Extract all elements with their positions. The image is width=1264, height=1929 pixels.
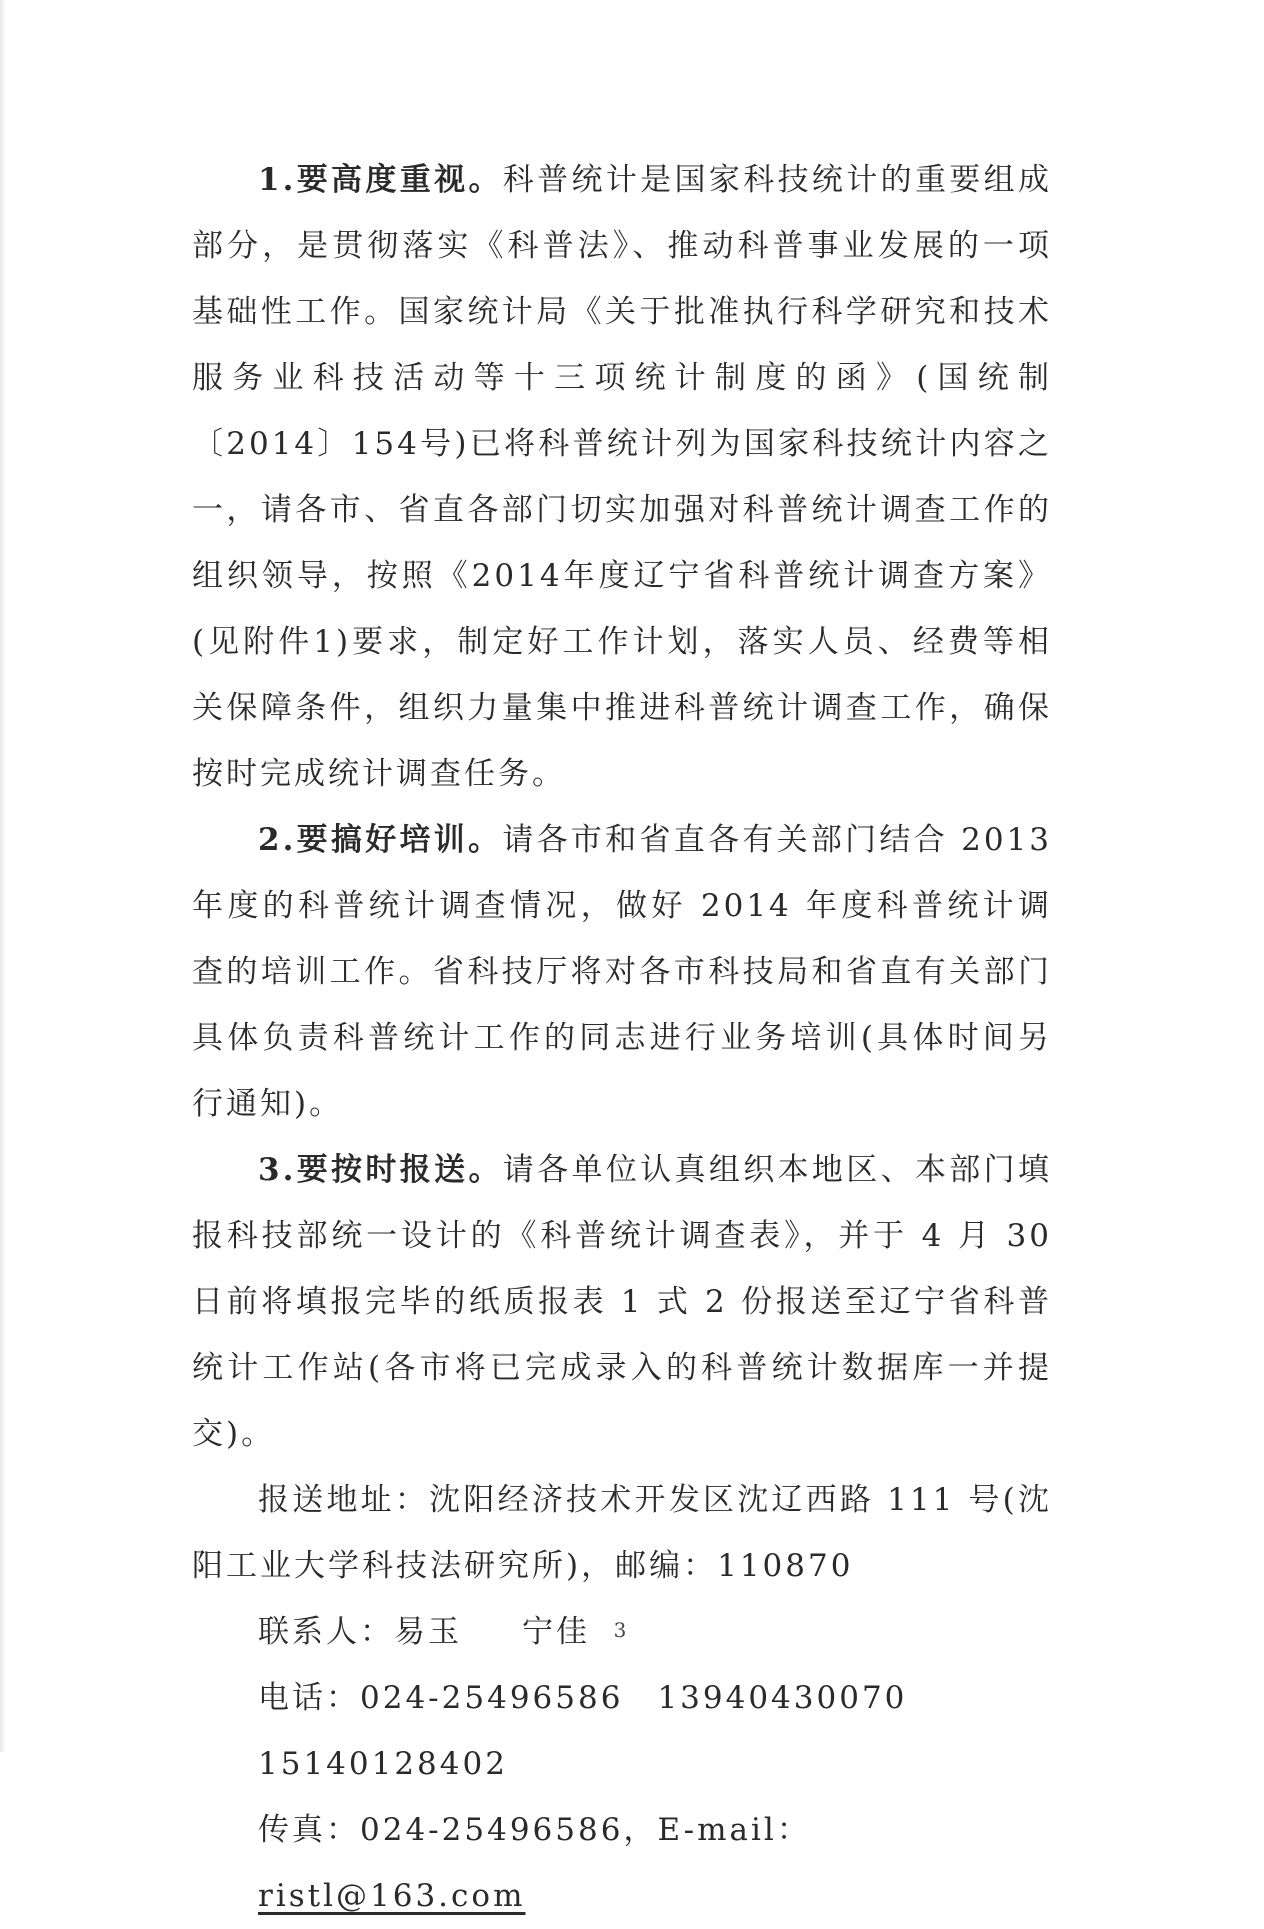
document-body: [192, 147, 1052, 1929]
paragraph-2-text: 请各市和省直各有关部门结合 2013 年度的科普统计调查情况，做好 2014 年度科普统计调查的培训工作。省科技厅将对各市科技局和省直有关部门具体负责科普统计工作的同志进行业务培训(具体时间另行通知)。: [192, 822, 1052, 1122]
contacts-label: 联系人：: [258, 1614, 394, 1650]
address-line: 报送地址：沈阳经济技术开发区沈辽西路 111 号(沈阳工业大学科技法研究所)，邮编：110870: [192, 1482, 1052, 1584]
phone-line: [192, 1665, 1052, 1797]
paragraph-2: [192, 807, 1052, 1137]
page-number: 3: [613, 1618, 627, 1642]
paragraph-3: [192, 1137, 1052, 1467]
paragraph-2-heading: 2.要搞好培训。: [258, 822, 503, 858]
paragraph-3-text: 请各单位认真组织本地区、本部门填报科技部统一设计的《科普统计调查表》，并于 4 月 30 日前将填报完毕的纸质报表 1 式 2 份报送至辽宁省科普统计工作站(各市将已完成录入的科普统计数据库一并提交)。: [192, 1152, 1052, 1452]
phone-number-1: 024-25496586: [360, 1680, 624, 1716]
phone-label: 电话：: [258, 1680, 360, 1716]
scan-edge-shadow: [0, 0, 6, 1752]
fax-label: 传真：: [258, 1812, 360, 1848]
paragraph-1-heading: 1.要高度重视。: [258, 162, 503, 198]
paragraph-3-heading: 3.要按时报送。: [258, 1152, 503, 1188]
contact-person-1: 易玉: [394, 1614, 462, 1650]
email-label: E-mail：: [657, 1812, 811, 1848]
phone-number-2: 13940430070: [657, 1680, 908, 1716]
paragraph-1: [192, 147, 1052, 807]
email-link[interactable]: ristl@163.com: [258, 1878, 526, 1914]
contact-person-2: 宁佳: [522, 1614, 590, 1650]
phone-number-3: 15140128402: [258, 1746, 508, 1782]
paragraph-1-text: 科普统计是国家科技统计的重要组成部分，是贯彻落实《科普法》、推动科普事业发展的一项基础性工作。国家统计局《关于批准执行科学研究和技术服务业科技活动等十三项统计制度的函》(国统制〔2014〕154号)已将科普统计列为国家科技统计内容之一，请各市、省直各部门切实加强对科普统计调查工作的组织领导，按照《2014年度辽宁省科普统计调查方案》(见附件1)要求，制定好工作计划，落实人员、经费等相关保障条件，组织力量集中推进科普统计调查工作，确保按时完成统计调查任务。: [192, 162, 1052, 792]
fax-number: 024-25496586，: [360, 1812, 658, 1848]
fax-line: [192, 1797, 1052, 1929]
